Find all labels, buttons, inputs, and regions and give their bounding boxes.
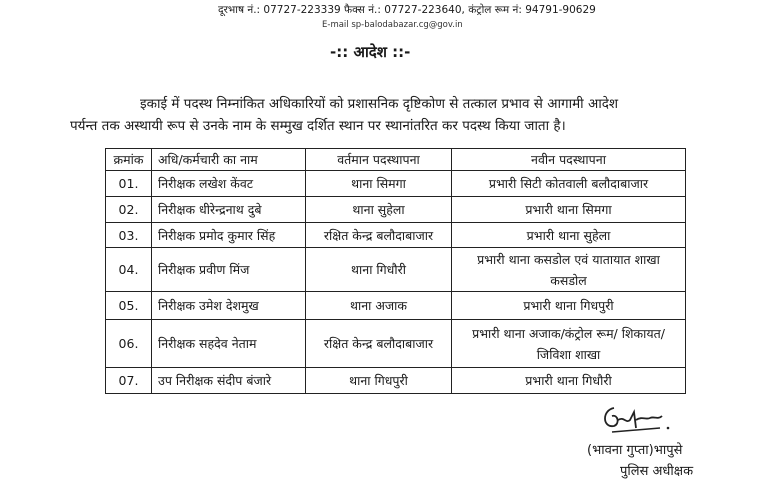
serial-cell: 07. (106, 368, 152, 394)
new-posting-cell: प्रभारी थाना गिधपुरी (452, 292, 686, 320)
table-header (106, 149, 686, 171)
table-row (106, 368, 686, 394)
body-line-1: इकाई में पदस्थ निम्नांकित अधिकारियों को प्रशासनिक दृष्टिकोण से तत्काल प्रभाव से आगामी आदेश (140, 96, 619, 112)
name-cell: निरीक्षक लखेश केंवट (152, 171, 306, 197)
header-name: अधि/कर्मचारी का नाम (152, 149, 306, 171)
name-cell: निरीक्षक सहदेव नेताम (152, 320, 306, 368)
order-title: -:: आदेश ::- (330, 43, 411, 61)
table-row (106, 320, 686, 368)
new-posting-cell: प्रभारी थाना सिमगा (452, 197, 686, 223)
new-posting-cell: प्रभारी थाना कसडोल एवं यातायात शाखा कसडोल (452, 248, 686, 292)
signatory-designation: पुलिस अधीक्षक (620, 464, 694, 479)
serial-cell: 06. (106, 320, 152, 368)
serial-cell: 02. (106, 197, 152, 223)
signatory-name: (भावना गुप्ता)भापुसे (587, 443, 683, 458)
header-new-posting: नवीन पदस्थापना (452, 149, 686, 171)
current-posting-cell: थाना गिधौरी (306, 248, 452, 292)
transfer-table (105, 148, 686, 394)
header-serial: क्रमांक (106, 149, 152, 171)
current-posting-cell: रक्षित केन्द्र बलौदाबाजार (306, 320, 452, 368)
name-cell: उप निरीक्षक संदीप बंजारे (152, 368, 306, 394)
new-posting-cell: प्रभारी थाना अजाक/कंट्रोल रूम/ शिकायत/जिविशा शाखा (452, 320, 686, 368)
serial-cell: 04. (106, 248, 152, 292)
serial-cell: 05. (106, 292, 152, 320)
current-posting-cell: थाना सिमगा (306, 171, 452, 197)
table-row (106, 292, 686, 320)
serial-cell: 01. (106, 171, 152, 197)
contact-line: दूरभाष नं.: 07727-223339 फैक्स नं.: 07727-223640, कंट्रोल रूम नं: 94791-90629 (218, 4, 596, 16)
name-cell: निरीक्षक प्रमोद कुमार सिंह (152, 223, 306, 248)
current-posting-cell: थाना अजाक (306, 292, 452, 320)
name-cell: निरीक्षक उमेश देशमुख (152, 292, 306, 320)
current-posting-cell: थाना सुहेला (306, 197, 452, 223)
name-cell: निरीक्षक धीरेन्द्रनाथ दुबे (152, 197, 306, 223)
new-posting-cell: प्रभारी थाना गिधौरी (452, 368, 686, 394)
header-current-posting: वर्तमान पदस्थापना (306, 149, 452, 171)
table-row (106, 248, 686, 292)
email-line: E-mail sp-balodabazar.cg@gov.in (322, 20, 463, 30)
current-posting-cell: थाना गिधपुरी (306, 368, 452, 394)
serial-cell: 03. (106, 223, 152, 248)
signature-image (600, 398, 680, 438)
table-row (106, 171, 686, 197)
body-line-2: पर्यन्त तक अस्थायी रूप से उनके नाम के सम्मुख दर्शित स्थान पर स्थानांतरित कर पदस्थ किया जाता है। (70, 118, 566, 134)
table-row (106, 197, 686, 223)
name-cell: निरीक्षक प्रवीण मिंज (152, 248, 306, 292)
current-posting-cell: रक्षित केन्द्र बलौदाबाजार (306, 223, 452, 248)
table-row (106, 223, 686, 248)
new-posting-cell: प्रभारी सिटी कोतवाली बलौदाबाजार (452, 171, 686, 197)
new-posting-cell: प्रभारी थाना सुहेला (452, 223, 686, 248)
